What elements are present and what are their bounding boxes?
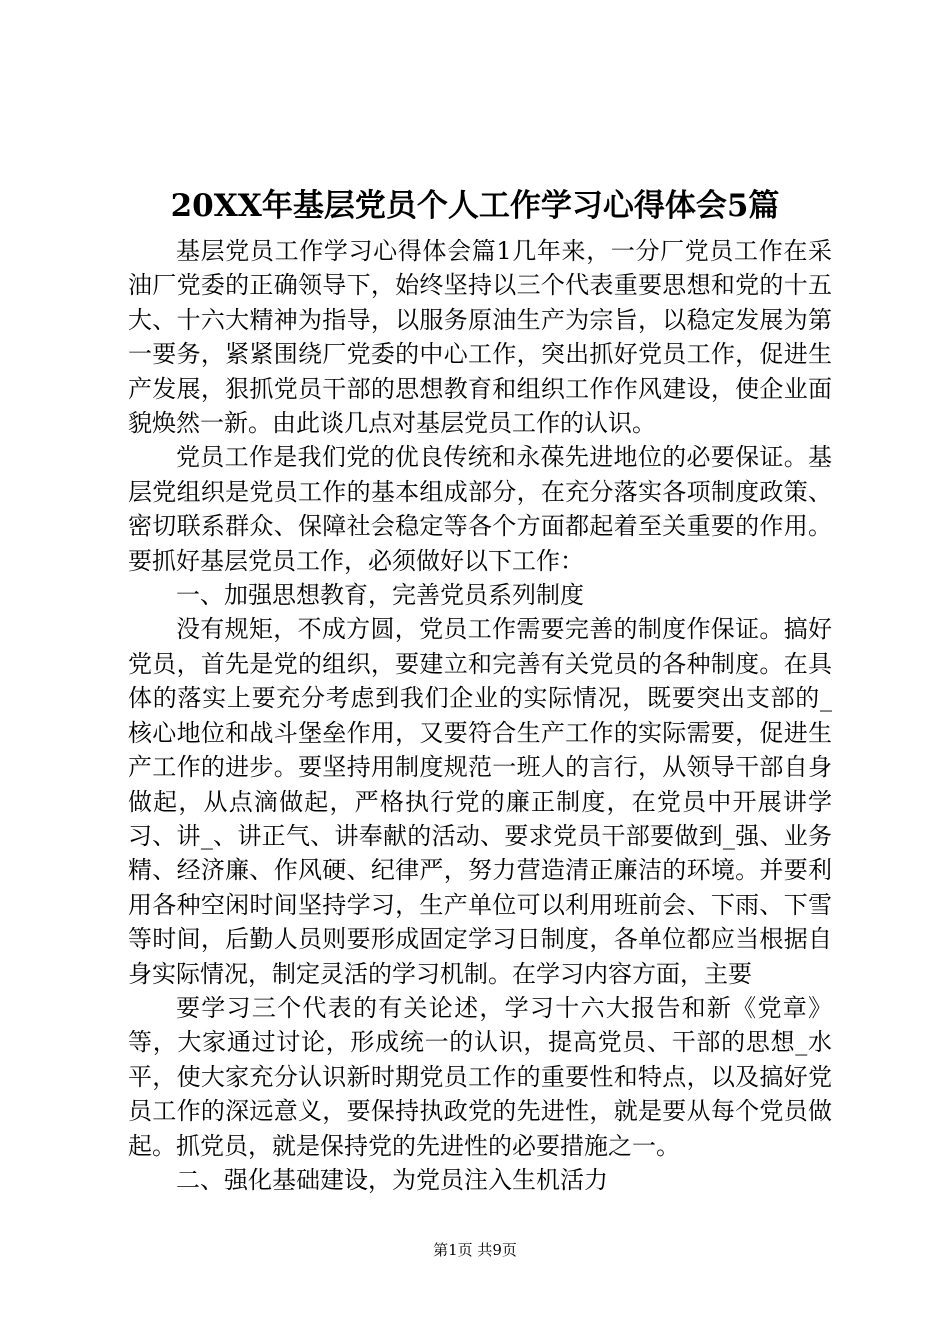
document-title: 20XX年基层党员个人工作学习心得体会5篇 (170, 188, 780, 224)
document-body (128, 234, 832, 1197)
page-number-footer: 第1页 共9页 (433, 1241, 517, 1259)
section-heading-1: 一、加强思想教育，完善党员系列制度 (176, 581, 584, 610)
section-heading-2: 二、强化基础建设，为党员注入生机活力 (176, 1165, 608, 1194)
paragraph-intro: 基层党员工作学习心得体会篇1几年来，一分厂党员工作在采油厂党委的正确领导下，始终坚持以三个代表重要思想和党的十五大、十六大精神为指导，以服务原油生产为宗旨，以稳定发展为第一要务，紧紧围绕厂党委的中心工作，突出抓好党员工作，促进生产发展，狠抓党员干部的思想教育和组织工作作风建设，使企业面貌焕然一新。由此谈几点对基层党员工作的认识。 (128, 237, 832, 438)
paragraph-importance: 党员工作是我们党的优良传统和永葆先进地位的必要保证。基层党组织是党员工作的基本组成部分，在充分落实各项制度政策、密切联系群众、保障社会稳定等各个方面都起着至关重要的作用。要抓好基层党员工作，必须做好以下工作： (128, 443, 832, 575)
paragraph-study-content: 要学习三个代表的有关论述，学习十六大报告和新《党章》等，大家通过讨论，形成统一的认识，提高党员、干部的思想_水平，使大家充分认识新时期党员工作的重要性和特点，以及搞好党员工作的深远意义，要保持执政党的先进性，就是要从每个党员做起。抓党员，就是保持党的先进性的必要措施之一。 (128, 993, 832, 1160)
paragraph-rules: 没有规矩，不成方圆，党员工作需要完善的制度作保证。搞好党员，首先是党的组织，要建立和完善有关党员的各种制度。在具体的落实上要充分考虑到我们企业的实际情况，既要突出支部的_核心地位和战斗堡垒作用，又要符合生产工作的实际需要，促进生产工作的进步。要坚持用制度规范一班人的言行，从领导干部自身做起，从点滴做起，严格执行党的廉正制度，在党员中开展讲学习、讲_、讲正气、讲奉献的活动、要求党员干部要做到_强、业务精、经济廉、作风硬、纪律严，努力营造清正廉洁的环境。并要利用各种空闲时间坚持学习，生产单位可以利用班前会、下雨、下雪等时间，后勤人员则要形成固定学习日制度，各单位都应当根据自身实际情况，制定灵活的学习机制。在学习内容方面，主要 (128, 615, 832, 988)
